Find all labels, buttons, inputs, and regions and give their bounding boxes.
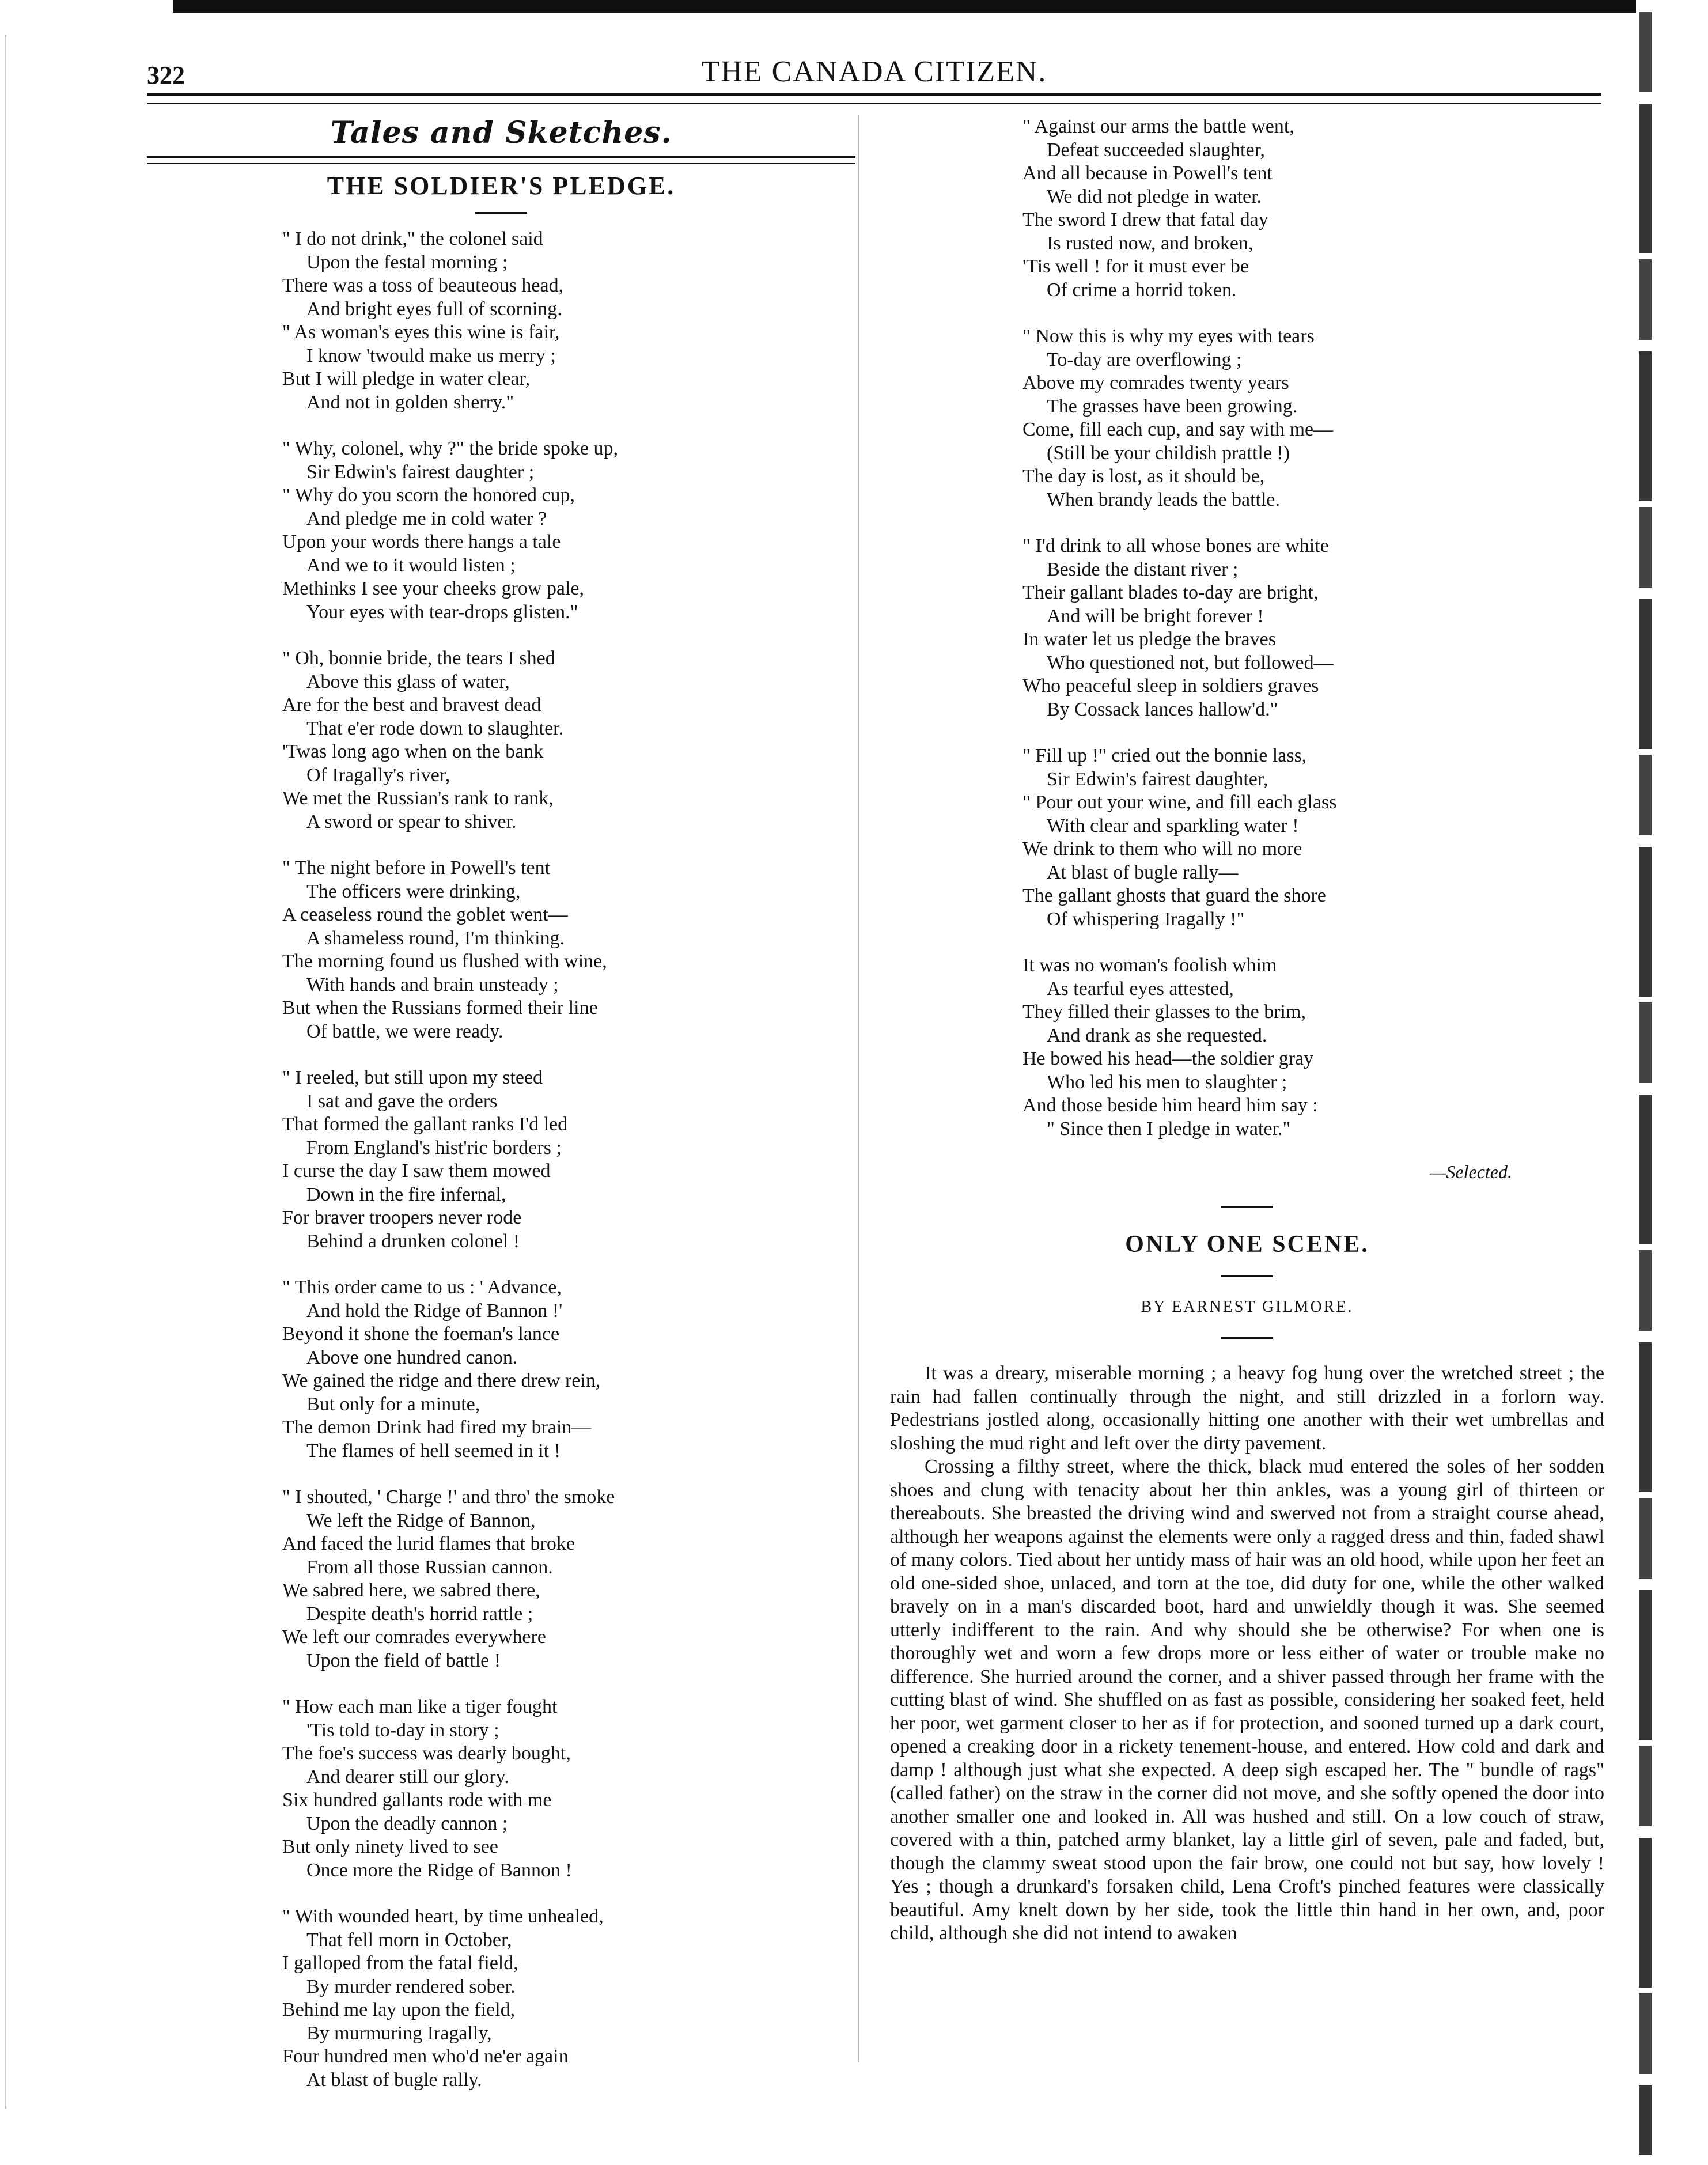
poem-line: And dearer still our glory. [306, 1766, 509, 1788]
poem-line: Six hundred gallants rode with me [282, 1789, 552, 1811]
poem-line: Who led his men to slaughter ; [1047, 1071, 1287, 1093]
poem-line: Upon the festal morning ; [306, 251, 508, 273]
poem-line: We left our comrades everywhere [282, 1626, 546, 1648]
poem-line: I know 'twould make us merry ; [306, 345, 556, 366]
poem-line: Of battle, we were ready. [306, 1020, 503, 1042]
title-rule [475, 212, 527, 214]
poem-right [890, 115, 1604, 1141]
poem-line: Who questioned not, but followed— [1047, 652, 1334, 673]
section-heading: Tales and Sketches. [330, 115, 672, 150]
poem-line: The officers were drinking, [306, 880, 521, 902]
stanza [282, 437, 855, 624]
story-rule-2 [1221, 1337, 1273, 1339]
poem-line: We drink to them who will no more [1022, 838, 1302, 860]
poem-line: We did not pledge in water. [1047, 186, 1262, 207]
poem-line: Of Iragally's river, [306, 764, 450, 786]
poem-line: " I do not drink," the colonel said [282, 228, 543, 249]
poem-line: " Why, colonel, why ?" the bride spoke up, [282, 438, 618, 459]
poem-line: And those beside him heard him say : [1022, 1095, 1318, 1116]
poem-line: " Pour out your wine, and fill each glass [1022, 792, 1337, 813]
stanza [282, 1905, 855, 2092]
stanza [282, 1276, 855, 1463]
poem-line: Behind a drunken colonel ! [306, 1230, 520, 1252]
poem-line: And all because in Powell's tent [1022, 162, 1273, 184]
poem-line: Methinks I see your cheeks grow pale, [282, 578, 585, 599]
poem-line: The morning found us flushed with wine, [282, 951, 607, 972]
poem-line: " With wounded heart, by time unhealed, [282, 1906, 604, 1927]
poem-line: The gallant ghosts that guard the shore [1022, 885, 1326, 906]
poem-line: " Since then I pledge in water." [1047, 1118, 1291, 1140]
poem-line: And drank as she requested. [1047, 1024, 1267, 1046]
poem-line: But only ninety lived to see [282, 1836, 498, 1857]
poem-line: At blast of bugle rally— [1047, 861, 1239, 883]
poem-line: And hold the Ridge of Bannon !' [306, 1300, 563, 1322]
poem-line: I galloped from the fatal field, [282, 1952, 518, 1974]
poem-line: That fell morn in October, [306, 1929, 512, 1951]
poem-line: Upon your words there hangs a tale [282, 531, 561, 552]
poem-line: They filled their glasses to the brim, [1022, 1001, 1306, 1023]
poem-line: Above this glass of water, [306, 671, 510, 692]
page-header [147, 55, 1601, 95]
poem-line: I sat and gave the orders [306, 1090, 498, 1112]
poem-line: For braver troopers never rode [282, 1207, 522, 1228]
poem-line: " I'd drink to all whose bones are white [1022, 535, 1329, 557]
left-column [147, 115, 855, 2115]
poem-line: Come, fill each cup, and say with me— [1022, 419, 1334, 440]
stanza [1022, 744, 1604, 931]
poem-line: Despite death's horrid rattle ; [306, 1603, 533, 1625]
stanza [282, 1066, 855, 1253]
poem-line: Are for the best and bravest dead [282, 694, 541, 716]
poem-line: We met the Russian's rank to rank, [282, 788, 554, 809]
poem-line: He bowed his head—the soldier gray [1022, 1048, 1314, 1069]
poem-line: Your eyes with tear-drops glisten." [306, 601, 578, 623]
poem-line: A sword or spear to shiver. [306, 811, 517, 832]
poem-line: A ceaseless round the goblet went— [282, 904, 568, 925]
poem-line: With clear and sparkling water ! [1047, 815, 1299, 837]
poem-credit: —Selected. [1429, 1161, 1512, 1182]
story-byline: BY EARNEST GILMORE. [1141, 1298, 1354, 1316]
divider-rule [1221, 1206, 1273, 1208]
poem-line: We gained the ridge and there drew rein, [282, 1370, 601, 1391]
poem-line: And pledge me in cold water ? [306, 508, 547, 529]
poem-line: " Against our arms the battle went, [1022, 116, 1294, 137]
poem-line: It was no woman's foolish whim [1022, 955, 1277, 976]
poem-line: And we to it would listen ; [306, 554, 516, 576]
poem-line: The day is lost, as it should be, [1022, 465, 1265, 487]
poem-line: " Oh, bonnie bride, the tears I shed [282, 648, 555, 669]
scan-binding-edge [1639, 12, 1652, 2155]
poem-line: The grasses have been growing. [1047, 395, 1298, 417]
poem-line: Down in the fire infernal, [306, 1183, 506, 1205]
poem-line: Is rusted now, and broken, [1047, 232, 1253, 254]
stanza [1022, 535, 1604, 721]
poem-line: But when the Russians formed their line [282, 997, 598, 1019]
stanza [1022, 115, 1604, 302]
poem-line: From England's hist'ric borders ; [306, 1137, 562, 1159]
poem-line: There was a toss of beauteous head, [282, 275, 564, 296]
poem-line: " As woman's eyes this wine is fair, [282, 321, 560, 343]
poem-line: A shameless round, I'm thinking. [306, 927, 565, 949]
poem-line: " Fill up !" cried out the bonnie lass, [1022, 745, 1307, 766]
poem-line: " The night before in Powell's tent [282, 857, 551, 879]
poem-line: But only for a minute, [306, 1393, 480, 1415]
story-rule-1 [1221, 1275, 1273, 1277]
poem-line: And not in golden sherry." [306, 391, 514, 413]
poem-line: Above one hundred canon. [306, 1346, 518, 1368]
page-number: 322 [147, 61, 185, 89]
poem-line: Behind me lay upon the field, [282, 1999, 516, 2020]
poem-title: THE SOLDIER'S PLEDGE. [327, 172, 676, 200]
poem-line: Defeat succeeded slaughter, [1047, 139, 1266, 161]
story-title: ONLY ONE SCENE. [1125, 1231, 1369, 1258]
poem-line: Beside the distant river ; [1047, 558, 1239, 580]
poem-line: (Still be your childish prattle !) [1047, 442, 1290, 464]
poem-line: As tearful eyes attested, [1047, 978, 1234, 1000]
poem-line: And will be bright forever ! [1047, 605, 1264, 627]
poem-line: Their gallant blades to-day are bright, [1022, 582, 1319, 603]
stanza [282, 1486, 855, 1672]
poem-line: That formed the gallant ranks I'd led [282, 1114, 568, 1135]
poem-line: I curse the day I saw them mowed [282, 1160, 551, 1182]
stanza [282, 228, 855, 414]
poem-line: And bright eyes full of scorning. [306, 298, 562, 320]
poem-line: But I will pledge in water clear, [282, 368, 531, 389]
stanza [1022, 954, 1604, 1141]
column-divider [858, 115, 859, 2062]
scan-top-edge [173, 0, 1636, 13]
stanza [282, 647, 855, 834]
poem-line: Sir Edwin's fairest daughter ; [306, 461, 535, 483]
poem-line: By murder rendered sober. [306, 1975, 516, 1997]
poem-line: When brandy leads the battle. [1047, 489, 1281, 510]
poem-line: That e'er rode down to slaughter. [306, 717, 564, 739]
poem-line: " How each man like a tiger fought [282, 1696, 558, 1717]
publication-title: THE CANADA CITIZEN. [701, 55, 1047, 88]
poem-line: In water let us pledge the braves [1022, 629, 1276, 650]
stanza [1022, 325, 1604, 512]
poem-line: Beyond it shone the foeman's lance [282, 1323, 560, 1345]
poem-line: By murmuring Iragally, [306, 2022, 492, 2044]
poem-line: Upon the field of battle ! [306, 1649, 501, 1671]
poem-line: Of crime a horrid token. [1047, 279, 1237, 301]
story-paragraph: It was a dreary, miserable morning ; a heavy fog hung over the wretched street ; the rain had fallen continually through the night, and still drizzled in a forlorn way. Pedestrians jostled along, occasionally hitting one another with their wet umbrellas and sloshing the mud right and left over the dirty pavement. [890, 1362, 1604, 1454]
poem-line: We sabred here, we sabred there, [282, 1580, 540, 1601]
poem-line: Once more the Ridge of Bannon ! [306, 1859, 572, 1881]
stanza [282, 1695, 855, 1882]
poem-line: Sir Edwin's fairest daughter, [1047, 768, 1268, 790]
poem-line: To-day are overflowing ; [1047, 349, 1242, 370]
story-paragraph: Crossing a filthy street, where the thick, black mud entered the soles of her sodden shoes and clung with tenacity about her thin ankles, was a young girl of thirteen or thereabouts. She breasted the driving wind and swerved not from a straight course ahead, although her weapons against the elements were only a ragged dress and thin, faded shawl of many colors. Tied about her untidy mass of hair was an old hood, while upon her feet an old one-sided shoe, unlaced, and torn at the toe, did duty for one, while the other walked bravely on in a man's discarded boot, hard and unwieldly though it was. She seemed utterly indifferent to the rain. And why should she be otherwise? For when one is thoroughly wet and worn a few drops more or less either of water or trouble make no difference. She hurried around the corner, and a shiver passed through her frame with the cutting blast of wind. She shuffled on as fast as possible, considering her soaked feet, held her poor, wet garment closer to her as if for protection, and sooned turned up a dark court, opened a creaking door in a rickety tenement-house, and entered. How cold and dark and damp ! although just what she expected. A deep sigh escaped her. The " bundle of rags" (called father) on the straw in the corner did not move, and she softly opened the door into another smaller one and looked in. All was hushed and still. On a low couch of straw, covered with a thin, patched army blanket, lay a little girl of seven, pale and faded, but, though the clammy sweat stood upon the fair brow, one could not but say, how lovely ! Yes ; though a drunkard's forsaken child, Lena Croft's pinched features were classically beautiful. Amy knelt down by her side, took the little thin hand in her own, and, poor child, although she did not intend to awaken [890, 1456, 1604, 1944]
poem-line: From all those Russian cannon. [306, 1556, 553, 1578]
poem-line: The demon Drink had fired my brain— [282, 1417, 592, 1438]
poem-line: Upon the deadly cannon ; [306, 1812, 508, 1834]
poem-line: And faced the lurid flames that broke [282, 1533, 575, 1554]
stanza [282, 857, 855, 1043]
poem-line: Who peaceful sleep in soldiers graves [1022, 675, 1319, 697]
poem-line: 'Tis well ! for it must ever be [1022, 256, 1249, 277]
poem-line: " Why do you scorn the honored cup, [282, 485, 575, 506]
header-rule [147, 93, 1601, 104]
section-rule [147, 156, 855, 164]
poem-left [147, 228, 855, 2092]
scan-left-edge [5, 35, 6, 2109]
poem-line: We left the Ridge of Bannon, [306, 1509, 536, 1531]
poem-line: " Now this is why my eyes with tears [1022, 325, 1315, 347]
poem-line: The sword I drew that fatal day [1022, 209, 1268, 230]
poem-line: Above my comrades twenty years [1022, 372, 1289, 393]
poem-line: 'Tis told to-day in story ; [306, 1719, 499, 1741]
poem-line: The flames of hell seemed in it ! [306, 1440, 561, 1462]
poem-line: By Cossack lances hallow'd." [1047, 698, 1278, 720]
poem-line: " I shouted, ' Charge !' and thro' the smoke [282, 1486, 615, 1508]
poem-line: The foe's success was dearly bought, [282, 1743, 571, 1764]
right-column [890, 115, 1604, 1946]
poem-line: " This order came to us : ' Advance, [282, 1277, 562, 1298]
poem-line: At blast of bugle rally. [306, 2069, 482, 2091]
poem-line: 'Twas long ago when on the bank [282, 741, 544, 762]
poem-line: Of whispering Iragally !" [1047, 908, 1245, 930]
poem-line: Four hundred men who'd ne'er again [282, 2046, 569, 2067]
poem-line: With hands and brain unsteady ; [306, 974, 559, 996]
poem-line: " I reeled, but still upon my steed [282, 1067, 543, 1088]
